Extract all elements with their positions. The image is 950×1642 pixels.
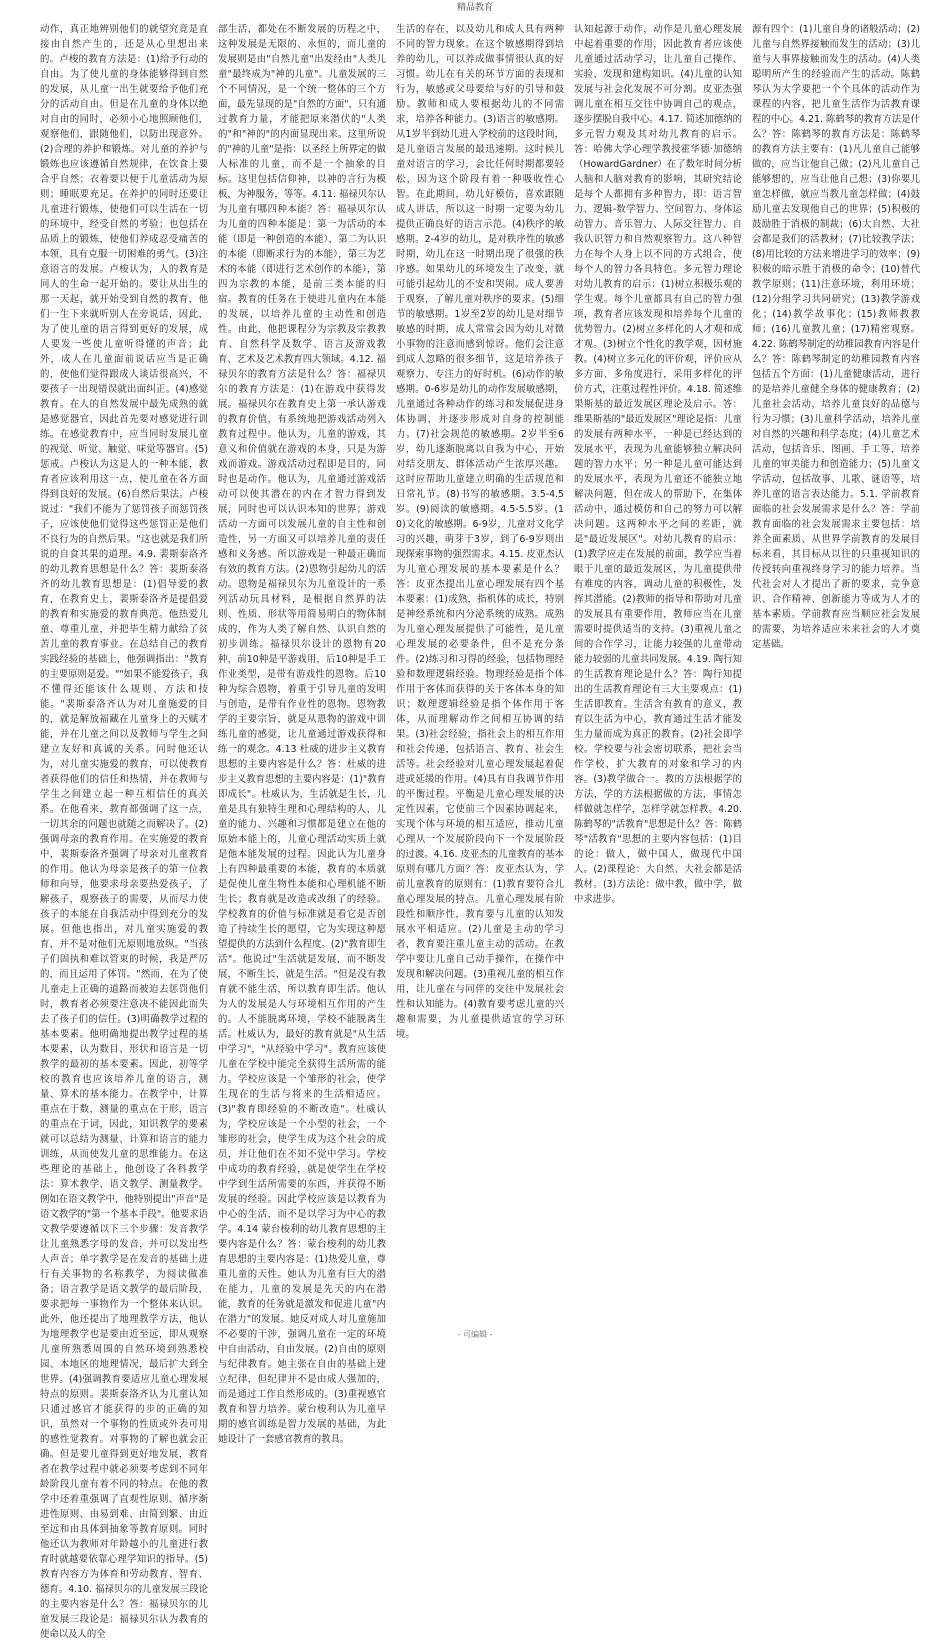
- page-header-title: 精品教育: [456, 3, 493, 13]
- page-footer: [0, 1329, 950, 1340]
- column-4-text: 认知起源于动作，动作是儿童心理发展中起着重要的作用，因此教育者应该使儿童通过活动学习，让儿童自己操作、实验、发现和建构知识。(4)儿童的认知发展与社会化发展不可分割。皮亚杰强调儿童在相互交往中协调自己的观点，逐步摆脱自我中心。4.17. 简述加德纳的多元智力观及其对幼儿教育的启示。答：哈佛大学心理学教授霍华德·加德纳（HowardGardner）在了数年时间分析人脑和人脑对教育的影响，其研究结论是每个人都拥有多种智力，即：语言智力、逻辑-数学智力、空间智力、身体运动智力、音乐智力、人际交往智力、自我认识智力和自然观察智力。这八种智力在每个人身上以不同的方式组合，使每个人的智力各具特色。多元智力理论对幼儿教育的启示：(1)树立积极乐观的学生观。每个儿童都具有自己的智力强项，教育者应该发现和培养每个儿童的优势智力。(2)树立多样化的人才观和成才观。(3)树立个性化的教学观，因材施教。(4)树立多元化的评价观，评价应从多方面、多角度进行，采用多样化的评价方式，注重过程性评价。4.18. 简述维果斯基的最近发展区理论及启示。答：维果斯基的"最近发展区"理论是指：儿童的发展有两种水平，一种是已经达到的发展水平，表现为儿童能够独立解决问题的智力水平；另一种是儿童可能达到的发展水平，表现为儿童还不能独立地解决问题，但在成人的帮助下，在集体活动中，通过模仿和自己的努力可以解决问题。这两种水平之间的差距，就是"最近发展区"。对幼儿教育的启示：(1)教学应走在发展的前面，教学应当着眼于儿童的最近发展区，为儿童提供带有难度的内容，调动儿童的积极性，发挥其潜能。(2)教师的指导和帮助对儿童的发展具有重要作用，教师应当在儿童需要时提供适当的支持。(3)重视儿童之间的合作学习，让能力较强的儿童带动能力较弱的儿童共同发展。4.19. 陶行知的生活教育理论是什么？答：陶行知提出的生活教育理论有三大主要观点：(1)生活即教育。生活含有教育的意义，教育以生活为中心，教育通过生活才能发生力量而成为真正的教育。(2)社会即学校。学校要与社会密切联系，把社会当作学校，扩大教育的对象和学习的内容。(3)教学做合一。教的方法根据学的方法，学的方法根据做的方法，事情怎样做就怎样学，怎样学就怎样教。4.20. 陈鹤琴的"活教育"思想是什么？答：陈鹤琴"活教育"思想的主要内容包括：(1)目的论：做人，做中国人，做现代中国人。(2)课程论：大自然、大社会都是活教材。(3)方法论：做中教，做中学，做中求进步。: [574, 24, 743, 905]
- text-column-1: [40, 22, 208, 1642]
- page-header: [0, 0, 950, 16]
- text-column-2: [218, 22, 386, 1642]
- column-5-text: 源有四个：(1)儿童自身的诸般活动；(2)儿童与自然界接触而发生的活动；(3)儿童与人事界接触而发生的活动。(4)人类聪明所产生的经验而产生的活动。陈鹤琴认为大学要把一个个具体的活动作为课程的内容，把儿童生活作为活教育课程的中心。4.21. 陈鹤琴的教育方法是什么？答：陈鹤琴的教育方法是：陈鹤琴的教育方法主要有：(1)凡儿童自己能够做的，应当让他自己做；(2)凡儿童自己能够想的，应当让他自己想；(3)你要儿童怎样做，就应当教儿童怎样做；(4)鼓励儿童去发现他自己的世界；(5)积极的鼓励胜于消极的制裁；(6)大自然、大社会都是我们的活教材；(7)比较教学法；(8)用比较的方法来增进学习的效率；(9)积极的暗示胜于消极的命令；(10)替代教学原则；(11)注意环境，利用环境；(12)分组学习共同研究；(13)教学游戏化；(14)教学故事化；(15)教师教教师；(16)儿童教儿童；(17)精密观察。4.22. 陈鹤琴制定的幼稚园教育内容是什么？答：陈鹤琴制定的幼稚园教育内容包括五个方面：(1)儿童健康活动，进行的是培养儿童健全身体的健康教育；(2)儿童社会活动，培养儿童良好的品德与行为习惯；(3)儿童科学活动，培养儿童对自然的兴趣和科学态度；(4)儿童艺术活动，包括音乐、图画、手工等，培养儿童的审美能力和创造能力；(5)儿童文学活动，包括故事、儿歌、谜语等，培养儿童的语言表达能力。5.1. 学前教育面临的社会发展需求是什么？答：学前教育面临的社会发展需求主要包括：培养全面素质、从世界学前教育的发展目标来看，其目标从以往的只重视知识的传授转向重视终身学习的能力培养。当代社会对人才提出了新的要求，竞争意识、合作精神、创新能力等成为人才的基本素质。学前教育应当顺应社会发展的需要，为培养适应未来社会的人才奠定基础。: [752, 24, 920, 650]
- text-column-3: [396, 22, 564, 1642]
- column-1-text: 动作，真正地辨别他们的就望究竟是直接由自然产生的，还是从心里想出来的。卢梭的教育方法是：(1)给予行动的自由。为了使儿童的身体能够得到自然的发展，从儿童一出生就要给予他们充分的活动自由。但是在儿童的身体以绝对自由的同时，必须小心地照顾他们，观察他们，跟随他们，以防出现意外。(2)合理的养护和锻炼。对儿童的养护与锻炼也应该遵循自然规律，在饮食上要合乎自然；衣着要以便于儿童活动为原则；睡眠要充足。在养护的同时还要让儿童进行锻炼，使他们可以生活在一切的环境中，经受自然的考验；也包括在品质上的锻炼，使他们养成忍受痛苦的本领，具有克服一切困难的勇气。(3)注意语言的发展。卢梭认为，人的教育是同人的生命一起开始的。要让从出生的那一天起，就开始受到自然的教育，他们一生下来就听别人在旁说话，因此，为了使儿童的语言得到更好的发展，成人要发一些使儿童听得懂的声音；此外，成人在儿童面前说话应当是正确的，使他们觉得跟成人谈话很高兴，不要孩子一出现错误就出面纠正。(4)感觉教育。在人的自然发展中最先成熟的就是感觉器官，因此首先要对感觉进行训练。在感觉教育中，应当同时发展儿童的视觉、听觉、触觉、味觉等器官。(5)惩戒。卢梭认为这是人的一种本能，教育者应该利用这一点，使儿童在各方面得到良好的发展。(6)自然后果法。卢梭说过："我们不能为了惩罚孩子而惩罚孩子，应该使他们觉得这些惩罚正是他们不良行为的自然后果。"这也就是我们所说的自食其果的道理。4.9. 裴斯泰洛齐的幼儿教育思想是什么？答：裴斯泰洛齐的幼儿教育思想是：(1)倡导爱的教育，在教育史上，裴斯泰洛齐是提倡爱的教育和实施爱的教育典范。他热爱儿童、尊重儿童，并把毕生精力献给了贫苦儿童的教育事业。在总结自己的教育实践经验的基础上，他强调指出："教育的主要原则是爱。""如果不能爱孩子，我不懂得还能该什么规则、方法和技能。"裴斯泰洛齐认为对儿童施爱的目的，就是解放福藏在儿童身上的天赋才能，并在儿童之间以及教师与学生之间建立友好和真诚的关系。同时他还认为，对儿童实施爱的教育，可以使教育者获得他们的信任和热情，并在教师与学生之间建立起一种互相信任的真关系。在他看来，教育都强调了这一点，一切其余的问题也就随之而解决了。(2)强调母亲的教育作用。在实施爱的教育中，裴斯泰洛齐强调了母亲对儿童教育的作用。他认为母亲是孩子的第一位教师和向导，他要求母亲要热爱孩子，了解孩子，观察孩子的需要，从而尽力使孩子的本能在自我活动中得到充分的发展。但他也指出，对儿童实施爱的教育，并不是对他们无原则地放纵。"当孩子们固执和难以管束的时候，我是严厉的，而且运用了体罚。"然而，在为了使儿童走上正确的道路而被迫去惩罚他们时，教育者必须要注意决不能因此而失去了孩子们的信任。(3)明确教学过程的基本要素。他明确地提出教学过程的基本要素，认为数目、形状和语言是一切教学的最初的基本要素。因此，初等学校的教育也应该培养儿童的语言，测量、算术的基本能力。在教学中，计算重点在于数，测量的重点在于形，语言的重点在于词，因此，知识教学的要素就可以总结为测量、计算和语言的能力训练，从而使发儿童的思维能力。在这些理论的基础上，他创设了各科教学法：算术教学、语文教学、测量教学。例如在语文教学中，他特别提出"声音"是语文教学的"第一个基本手段"。他要求语文教学要遵循以下三个步骤：发音教学让儿童熟悉字母的发音，并可以发出些人声音；单字教学是在发音的基础上进行有关事物的名称教学，为阅读做准备；语言教学是语文教学的最后阶段，要求把每一事物作为一个整体来认识。此外，他还提出了地理教学方法，他认为地理教学也是要由近至远，即从观察儿童所熟悉周围的自然环境到熟悉校园、本地区的地理情况，最后扩大到全世界。(4)强调教育要适应儿童心理发展特点的原则。裴斯泰洛齐认为儿童认知只通过感官才能获得的步的正确的知识，虽然对一个事物的性质或外表可用的感性觉教育。对事物的了解也就会正确。但是要儿童得到更好地发展，教育者在教学过程中就必须要考虑到不同年龄阶段儿童有着不同的特点。在他的教学中还着重强调了直观性原则、循序渐进性原则、由易到难、由简到繁、由近至远和由具体到抽象等教育原则。同时他还认为教师对年龄越小的儿童进行教育时就越要依靠心理学知识的指导。(5)教育内容方为体育和劳动教育、智育、德育。4.10. 福禄贝尔的儿童发展三段论的主要内容是什么？答：福禄贝尔的儿童发展三段论是：福禄贝尔认为教育的使命以及人的全: [40, 24, 209, 1640]
- page-footer-text: - 可编辑 -: [457, 1330, 493, 1339]
- column-3-text: 生活的存在，以及幼儿和成人具有两种不同的智力现象。在这个敏感期得到培养的幼儿，可以养成做事情很认真的好习惯。幼儿在有关的环节方面的表现和行为，敏感或父母要给与好的引导和鼓励。教师和成人要根据幼儿的不同需求，培养各种能力。(3)语言的敏感期。从1岁半到幼儿进入学校前的这段时间，是儿童语言发展的最迅速期。这时候儿童对语言的学习，会比任何时期都要轻松，因为这个阶段有着一种吸收性心智。在此期间，幼儿好模仿，喜欢跟随成人讲话，所以这一时期一定要为幼儿提供正确良好的语言示范。(4)秩序的敏感期。2-4岁的幼儿，是对秩序性的敏感时期，幼儿在这一时期出现了很强的秩序感。如果幼儿的环境发生了改变，就可能引起幼儿的不安和哭闹。成人要善于观察，了解儿童对秩序的要求。(5)细节的敏感期。1岁至2岁的幼儿是对细节敏感的时期，成人常常会因为幼儿对微小事物的注意而感到惊讶。他们会注意到成人忽略的很多细节，这是培养孩子观察力、专注力的好时机。(6)动作的敏感期。0-6岁是幼儿的动作发展敏感期，儿童通过各种动作的练习和发展促进身体协调，并逐步形成对自身的控制能力。(7)社会规范的敏感期。2岁半至6岁，幼儿逐渐脱离以自我为中心，开始对结交朋友、群体活动产生浓厚兴趣。这时应帮助儿童建立明确的生活规范和日常礼节。(8)书写的敏感期。3.5-4.5岁。(9)阅读的敏感期。4.5-5.5岁。(10)文化的敏感期。6-9岁，儿童对文化学习的兴趣，萌芽于3岁，到了6-9岁则出现探索事物的强烈需求。4.15. 皮亚杰认为儿童心理发展的基本要素是什么？答：皮亚杰提出儿童心理发展有四个基本要素：(1)成熟，指机体的成长，特别是神经系统和内分泌系统的成熟。成熟为儿童心理发展提供了可能性，是儿童心理发展的必要条件，但不是充分条件。(2)练习和习得的经验，包括物理经验和数理逻辑经验。物理经验是指个体作用于客体而获得的关于客体本身的知识；数理逻辑经验是指个体作用于客体，从而理解动作之间相互协调的结果。(3)社会经验，指社会上的相互作用和社会传递，包括语言、教育、社会生活等。社会经验对儿童心理发展起着促进或延缓的作用。(4)具有自我调节作用的平衡过程。平衡是儿童心理发展的决定性因素，它使前三个因素协调起来，实现个体与环境的相互适应，推动儿童心理从一个发展阶段向下一个发展阶段的过渡。4.16. 皮亚杰的儿童教育的基本原则有哪几方面？答：皮亚杰认为，学前儿童教育的原则有：(1)教育要符合儿童心理发展的特点。儿童心理发展有阶段性和顺序性，教育要与儿童的认知发展水平相适应。(2)儿童是主动的学习者，教育要注重儿童主动的活动。在教学中要让儿童自己动手操作，在操作中发现和解决问题。(3)重视儿童的相互作用，让儿童在与同伴的交往中发展社会性和认知能力。(4)教育要考虑儿童的兴趣和需要，为儿童提供适宜的学习环境。: [396, 24, 564, 1040]
- text-column-5: [752, 22, 920, 1642]
- text-column-4: [574, 22, 742, 1642]
- column-2-text: 部生活，都处在不断发展的历程之中，这种发展是无限的、永恒的，而儿童的发展则是由"自然儿童"出发经由"人类儿童"最终成为"神的儿童"。儿童发展的三个不同情况，是一个统一整体的三个方面，最先显现的是"自然的方面"，只有通过教育力量，才能把原来潜伏的"人类的"和"神的"的内面显现出来。这里所说的"神的儿童"是指：以圣经上所界定的做人标准的儿童，而不是一个抽象的目标。这里包括信仰神，以神的言行为模板，为神服务，等等。4.11. 福禄贝尔认为儿童有哪四种本能？答：福禄贝尔认为儿童的四种本能是：第一为活动的本能（即是一种创造的本能），第二为认识的本能（即断求行为的本能），第三为艺术的本能（即进行艺术创作的本能），第四为宗教的本能，是前三类本能的归宿。教育的任务在于使进儿童内在本能的发展，以培养儿童的主动性和创造性。由此，他把课程分为宗教及宗教教育、自然科学及数学、语言及游戏教育、艺术及艺术教育四大领域。4.12. 福禄贝尔的教育方法是什么？答：福禄贝尔的教育方法是：(1)在游戏中获得发展。福禄贝尔在教育史上第一承认游戏的教育价值，有系统地把游戏活动列入教育过程中。他认为，儿童的游戏，其意义和价值就在游戏的本身，只是为游戏而游戏。游戏活动过程即是目的，同时也是动作。他认为，儿童通过游戏活动可以使其潜在的内在才智力得到发展，同时也可以认识本知的世界；游戏活动一方面可以发展儿童的自主性和创造性，另一方面又可以培养儿童的责任感和义务感。所以游戏是一种最正确而有效的教育方法。(2)恩物引起幼儿的活动。恩物是福禄贝尔为儿童设计的一系列活动玩具材料，是根据自然界的法则、性质、形状等用简易明白的物体制成的，作为人类了解自然、认识自然的初步训练。福禄贝尔设计的恩物有20种，前10种是平游戏用，后10种是手工作业类型，是带有游戏性的恩物。后10种为综合恩物，着重于引导儿童的发明与创造，是带有作业性的恩物。恩物教学的主要宗旨，就是从恩物的游戏中训练儿童的感觉，让儿童通过游戏获得和练一的观念。4.13 杜威的进步主义教育思想的主要内容是什么？答：杜威的进步主义教育思想的主要内容是：(1)"教育即成长"。杜威认为，生活就是生长，儿童是具有独特生理和心理结构的人，儿童的能力、兴趣和习惯都是建立在他的原始本能上的，儿童心理活动实质上就是他本能发展的过程。因此认为儿童身上有四种最重要的本能，教育的本质就是促使儿童生物性本能和心理机能不断生长；教育就是改造或改组了的经验。学校教育的价值与标准就是看它是否创造了持续生长的愿望，它为实现这种愿望提供的方法到什么程度。(2)"教育即生活"。他说过"生活就是发展，而不断发展，不断生长，就是生活。"但是没有教育就不能生活，所以教育即生活。他认为人的发展是人与环境相互作用的产生的。人不能脱离环境，学校不能脱离生活。杜威认为，最好的教育就是"从生活中学习"，"从经验中学习"。教育应该使儿童在学校中能完全获得生活所需的能力。学校应该是一个雏形的社会，使学生现在的生活与将来的生活相适应。(3)"教育即经验的不断改造"。杜威认为，学校应该是一个小型的社会，一个雏形的社会，使学生成为这个社会的成员，并让他们在不知不觉中学习。学校中成功的教育经验，就是使学生在学校中学到生活所需要的东西，并获得不断发展的经验。因此学校应该是以教育为中心的生活，而不是以学习为中心的教学。4.14 蒙台梭利的幼儿教育思想的主要内容是什么？答：蒙台梭利的幼儿教育思想的主要内容是：(1)热爱儿童，尊重儿童的天性。她认为儿童有巨大的潜在能力，儿童的发展是先天的内在潜能，教育的任务就是激发和促进儿童"内在潜力"的发展。她反对成人对儿童施加不必要的干涉，强调儿童在一定的环境中自由活动，自由发展。(2)自由的原则与纪律教育。她主张在自由的基础上建立纪律，但纪律并不是由成人强加的，而是通过工作自然形成的。(3)重视感官教育和智力培养。蒙台梭利认为儿童早期的感官训练是智力发展的基础，为此她设计了一套感官教育的教具。: [218, 24, 387, 1445]
